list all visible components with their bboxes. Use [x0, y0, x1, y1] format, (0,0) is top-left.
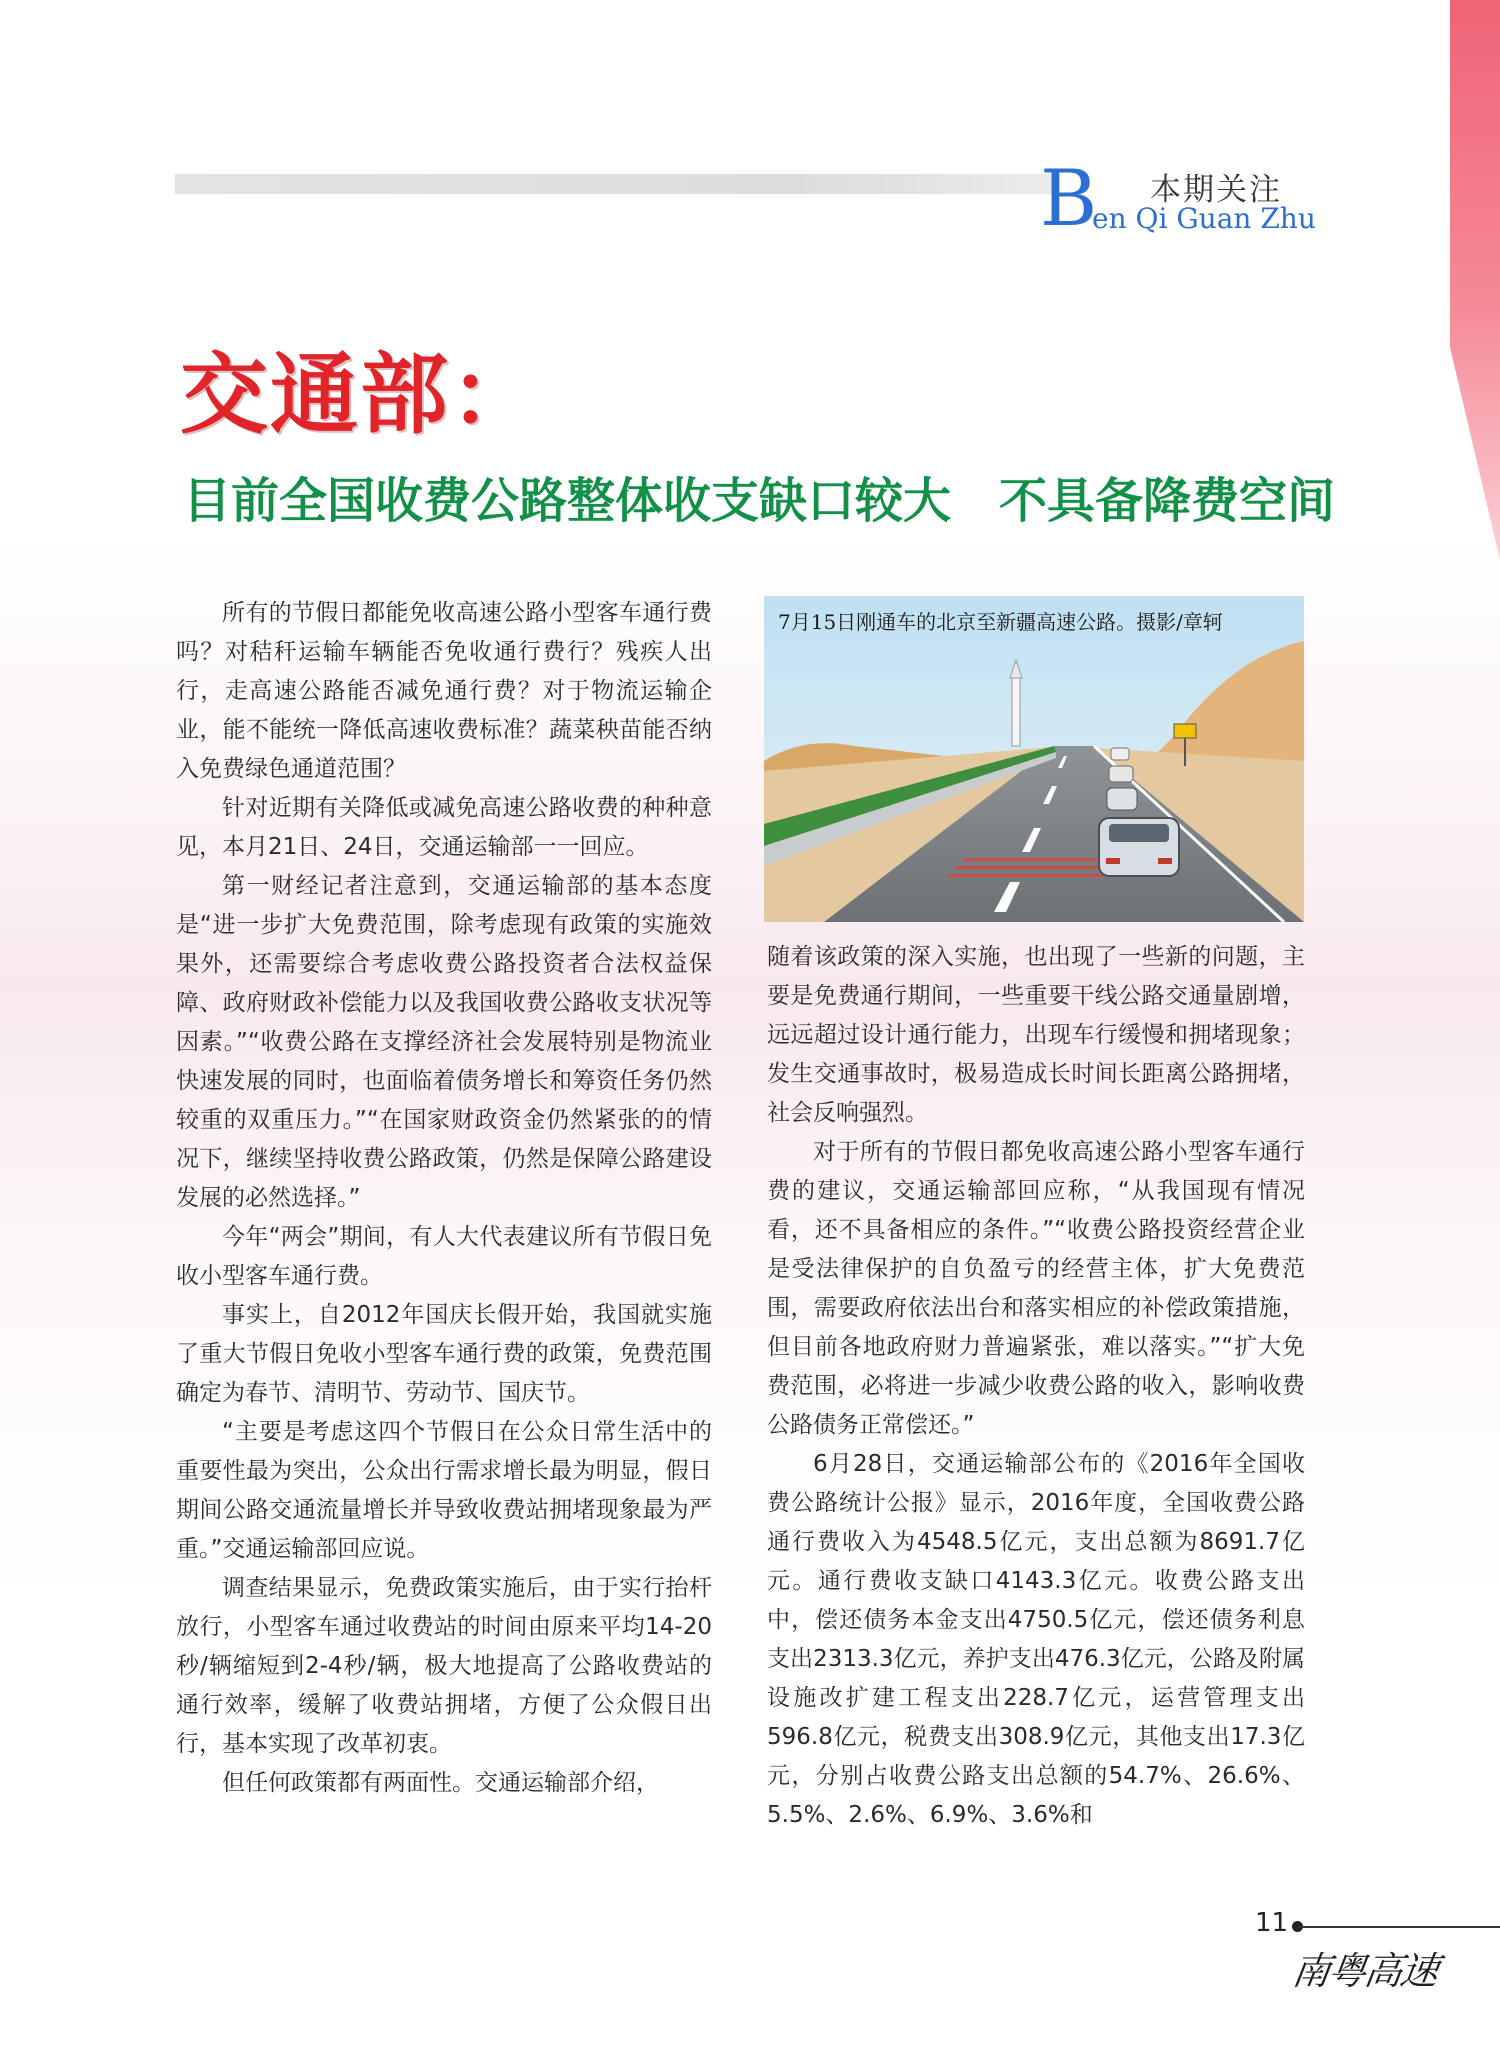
paragraph: 随着该政策的深入实施，也出现了一些新的问题，主要是免费通行期间，一些重要干线公路交通量剧增，远远超过设计通行能力，出现车行缓慢和拥堵现象；发生交通事故时，极易造成长时间长距离公路拥堵，社会反响强烈。: [767, 944, 1305, 1126]
article-subtitle: 目前全国收费公路整体收支缺口较大 不具备降费空间: [183, 473, 1336, 529]
paragraph: 今年“两会”期间，有人大代表建议所有节假日免收小型客车通行费。: [176, 1224, 712, 1289]
article-column-left: [176, 594, 712, 1803]
paragraph: 但任何政策都有两面性。交通运输部介绍，: [222, 1770, 659, 1796]
page-number: 11: [1255, 1908, 1289, 1938]
header-rule: [175, 174, 1060, 194]
paragraph: 事实上，自2012年国庆长假开始，我国就实施了重大节假日免收小型客车通行费的政策，免费范围确定为春节、清明节、劳动节、国庆节。: [176, 1302, 712, 1406]
magazine-logo: 南粤高速: [1289, 1949, 1440, 1993]
section-name-zh: 本期关注: [1150, 172, 1282, 208]
photo-caption: 7月15日刚通车的北京至新疆高速公路。摄影/章轲: [778, 610, 1223, 634]
paragraph: 6月28日，交通运输部公布的《2016年全国收费公路统计公报》显示，2016年度，全国收费公路通行费收入为4548.5亿元，支出总额为8691.7亿元。通行费收支缺口4143.3亿元。收费公路支出中，偿还债务本金支出4750.5亿元，偿还债务利息支出2313.3亿元，养护支出476.3亿元，公路及附属设施改扩建工程支出228.7亿元，运营管理支出596.8亿元，税费支出308.9亿元，其他支出17.3亿元，分别占收费公路支出总额的54.7%、26.6%、5.5%、2.6%、6.9%、3.6%和: [767, 1451, 1305, 1828]
paragraph: 第一财经记者注意到，交通运输部的基本态度是“进一步扩大免费范围，除考虑现有政策的实施效果外，还需要综合考虑收费公路投资者合法权益保障、政府财政补偿能力以及我国收费公路收支状况等因素。”“收费公路在支撑经济社会发展特别是物流业快速发展的同时，也面临着债务增长和筹资任务仍然较重的双重压力。”“在国家财政资金仍然紧张的的情况下，继续坚持收费公路政策，仍然是保障公路建设发展的必然选择。”: [176, 873, 712, 1211]
paragraph: 调查结果显示，免费政策实施后，由于实行抬杆放行，小型客车通过收费站的时间由原来平均14-20秒/辆缩短到2-4秒/辆，极大地提高了公路收费站的通行效率，缓解了收费站拥堵，方便了公众假日出行，基本实现了改革初衷。: [176, 1575, 712, 1757]
paragraph: “主要是考虑这四个节假日在公众日常生活中的重要性最为突出，公众出行需求增长最为明显，假日期间公路交通流量增长并导致收费站拥堵现象最为严重。”交通运输部回应说。: [176, 1419, 712, 1562]
section-header: [1040, 154, 1316, 244]
corner-decoration-stripe: [1450, 0, 1500, 560]
section-name-en: en Qi Guan Zhu: [1092, 202, 1316, 235]
paragraph: 所有的节假日都能免收高速公路小型客车通行费吗？对秸秆运输车辆能否免收通行费行？残疾人出行，走高速公路能否减免通行费？对于物流运输企业，能不能统一降低高速收费标准？蔬菜秧苗能否纳入免费绿色通道范围？: [176, 600, 712, 782]
paragraph: 针对近期有关降低或减免高速公路收费的种种意见，本月21日、24日，交通运输部一一回应。: [176, 795, 712, 860]
article-column-right: [767, 938, 1305, 1835]
highway-photo: [764, 596, 1304, 922]
footer-rule: [1298, 1926, 1500, 1928]
article-title: 交通部：: [180, 342, 541, 446]
section-initial: B: [1040, 154, 1098, 244]
paragraph: 对于所有的节假日都免收高速公路小型客车通行费的建议，交通运输部回应称，“从我国现有情况看，还不具备相应的条件。”“收费公路投资经营企业是受法律保护的自负盈亏的经营主体，扩大免费范围，需要政府依法出台和落实相应的补偿政策措施，但目前各地政府财力普遍紧张，难以落实。”“扩大免费范围，必将进一步减少收费公路的收入，影响收费公路债务正常偿还。”: [767, 1139, 1305, 1438]
